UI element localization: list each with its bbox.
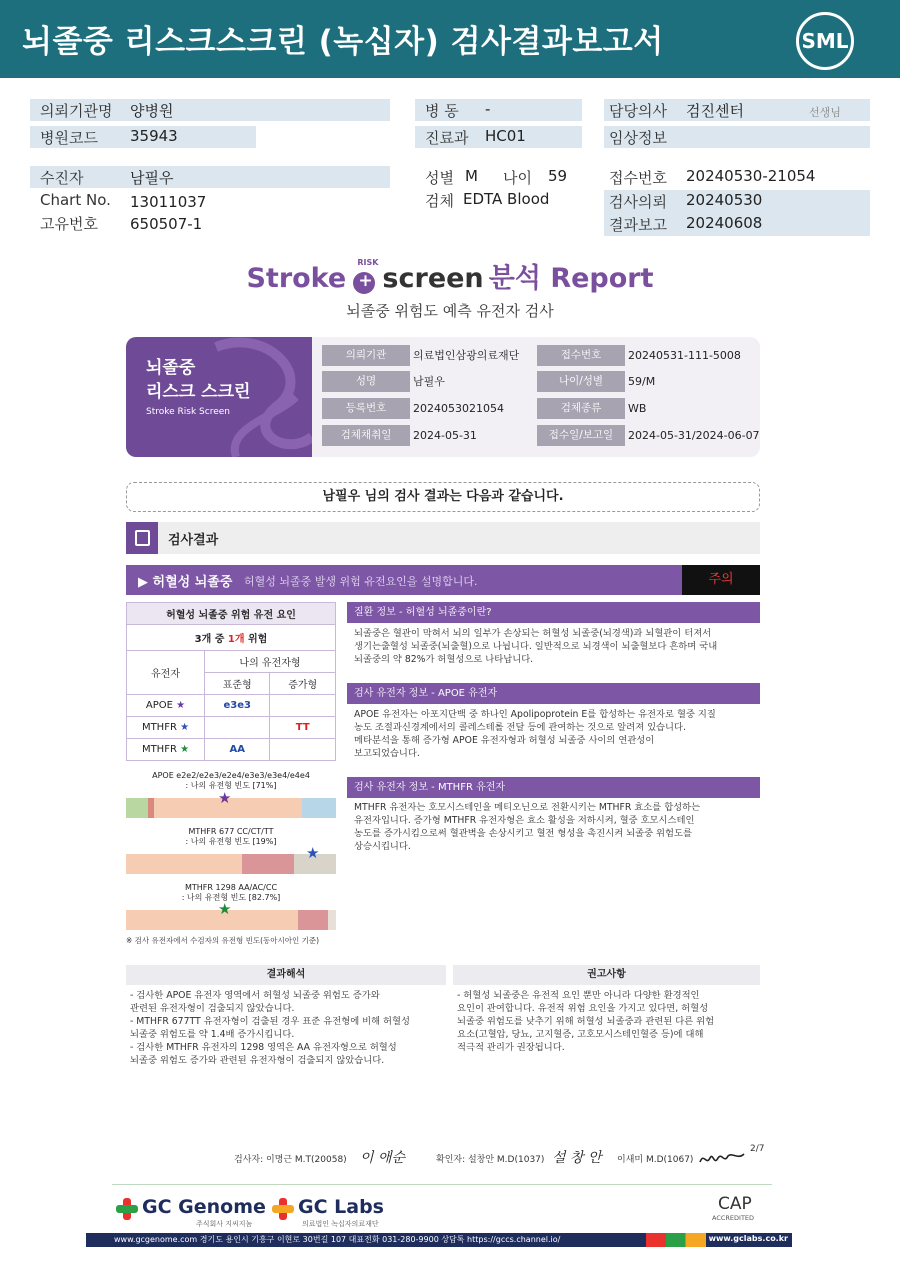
rec-line: 요인이 관여합니다. 유전적 위험 요인을 가지고 있다면, 허혈성 xyxy=(457,1003,709,1014)
disease-info-bar: 질환 정보 - 허혈성 뇌졸중이란? xyxy=(347,602,760,623)
panel-value: 59/M xyxy=(628,375,656,388)
report-title: 뇌졸중 리스크스크린 (녹십자) 검사결과보고서 xyxy=(22,24,664,60)
ward-label: 병 동 xyxy=(425,102,459,120)
doctor-label: 담당의사 xyxy=(609,102,667,120)
sex-age-row xyxy=(415,166,595,188)
panel-label: 접수일/보고일 xyxy=(537,425,625,446)
request-report-rows xyxy=(604,190,870,236)
apoe-info-text xyxy=(354,708,764,760)
ischemic-subtitle: 허혈성 뇌졸중 발생 위험 유전요인을 설명합니다. xyxy=(244,575,478,588)
interp-line: - 검사한 MTHFR 유전자의 1298 영역은 AA 유전자형으로 허혈성 xyxy=(130,1042,397,1053)
gene-column-header: 유전자 xyxy=(127,651,205,695)
interp-line: - MTHFR 677TT 유전자형이 검출된 경우 표준 유전형에 비해 허혈성 xyxy=(130,1016,410,1027)
risk-screen-panel xyxy=(126,337,312,457)
mthfr677-freq-bar xyxy=(126,854,336,874)
interpretation-text xyxy=(130,989,450,1067)
ward-row xyxy=(415,99,582,121)
gc-genome-logo-icon xyxy=(116,1198,138,1220)
uid-value: 650507-1 xyxy=(130,215,203,233)
doctor-row xyxy=(604,99,870,121)
mthfr1298-freq-label xyxy=(126,883,336,903)
interp-line: 관련된 유전자형이 검출되지 않았습니다. xyxy=(130,1003,295,1014)
info-line: 메타분석을 통해 증가형 APOE 유전자형과 허혈성 뇌졸중 사이의 연관성이 xyxy=(354,735,655,746)
table-row xyxy=(127,695,336,717)
receipt-row xyxy=(604,166,870,188)
gene-name: MTHFR xyxy=(141,744,177,755)
sex-label: 성별 xyxy=(425,169,454,187)
hospital-code-row xyxy=(30,126,256,148)
freq-line1: MTHFR 677 CC/CT/TT xyxy=(188,827,274,836)
dept-value: HC01 xyxy=(485,127,526,145)
gene-risk-table xyxy=(126,602,336,761)
freq-line2: : 나의 유전형 빈도 [19%] xyxy=(185,837,277,846)
request-label: 검사의뢰 xyxy=(609,193,667,211)
info-line: 뇌졸중은 혈관이 막혀서 뇌의 일부가 손상되는 허혈성 뇌졸중(뇌경색)과 뇌혈관이 터져서 xyxy=(354,628,712,639)
specimen-label: 검체 xyxy=(425,192,454,210)
gc-labs-logo: GC Labs xyxy=(298,1196,384,1218)
receipt-value: 20240530-21054 xyxy=(686,167,816,185)
hospital-code-value: 35943 xyxy=(130,127,178,145)
info-line: 유전자입니다. 증가형 MTHFR 유전자형은 효소 활성을 저하시켜, 혈중 호모시스테인 xyxy=(354,815,695,826)
brand-plus-icon: + RISK xyxy=(353,272,375,294)
gc-genome-sub: 주식회사 지씨지놈 xyxy=(196,1220,253,1228)
rec-line: - 허혈성 뇌졸중은 유전적 요인 뿐만 아니라 다양한 환경적인 xyxy=(457,990,700,1001)
panel-value: 2024053021054 xyxy=(413,402,504,415)
standard-header: 표준형 xyxy=(205,673,270,695)
rec-line: 요소(고혈압, 당뇨, 고지혈증, 고호모시스테인혈증 등)에 대해 xyxy=(457,1029,704,1040)
request-value: 20240530 xyxy=(686,191,763,209)
doctor-value: 검진센터 xyxy=(686,102,744,120)
hospital-code-label: 병원코드 xyxy=(40,129,98,147)
info-line: 농도 조절과신경계에서의 콜레스테롤 전달 등에 관여하는 것으로 알려져 있습니다. xyxy=(354,722,686,733)
risk-count xyxy=(127,625,336,651)
panel-info-grid xyxy=(312,337,760,457)
apoe-freq-label xyxy=(126,771,336,791)
freq-line1: APOE e2e2/e2e3/e2e4/e3e3/e3e4/e4e4 xyxy=(152,771,310,780)
info-line: 상승시킵니다. xyxy=(354,841,411,852)
mthfr1298-star-icon: ★ xyxy=(218,900,232,918)
sml-logo-text: SML xyxy=(801,29,849,53)
doctor2-name: 이새미 M.D(1067) xyxy=(617,1155,694,1165)
info-line: 보고되었습니다. xyxy=(354,748,420,759)
clinical-label: 임상정보 xyxy=(609,129,667,147)
panel-value: 남필우 xyxy=(413,375,445,388)
panel-value: 2024-05-31 xyxy=(413,429,477,442)
blue-star-icon: ★ xyxy=(180,722,190,733)
rec-line: 적극적 관리가 권장됩니다. xyxy=(457,1042,565,1053)
chart-row xyxy=(30,190,390,212)
institution-label: 의뢰기관명 xyxy=(40,102,113,120)
count-prefix: 3개 중 xyxy=(194,634,225,645)
panel-title-1: 뇌졸중 xyxy=(146,358,196,378)
table-row xyxy=(127,739,336,761)
brand-subtitle: 뇌졸중 위험도 예측 유전자 검사 xyxy=(346,302,554,320)
panel-value: 20240531-111-5008 xyxy=(628,349,741,362)
footer-contact: www.gcgenome.com 경기도 용인시 기흥구 이현로 30번길 107 대표전화 031-280-9900 상담톡 https://gccs.channel.io/ xyxy=(114,1235,561,1244)
mthfr-info-bar: 검사 유전자 정보 - MTHFR 유전자 xyxy=(347,777,760,798)
panel-value: 2024-05-31/2024-06-07 xyxy=(628,429,760,442)
clinical-row xyxy=(604,126,870,148)
panel-label: 등록번호 xyxy=(322,398,410,419)
gc-labs-logo-icon xyxy=(272,1198,294,1220)
standard-genotype: AA xyxy=(205,739,270,761)
mthfr677-star-icon: ★ xyxy=(306,844,320,862)
mthfr-info-text xyxy=(354,801,764,853)
footer-bar xyxy=(86,1233,792,1247)
increased-genotype xyxy=(270,739,336,761)
standard-genotype: e3e3 xyxy=(205,695,270,717)
panel-label: 검체종류 xyxy=(537,398,625,419)
my-genotype-header: 나의 유전자형 xyxy=(205,651,336,673)
freq-line1: MTHFR 1298 AA/AC/CC xyxy=(184,883,278,892)
panel-label: 검체채취일 xyxy=(322,425,410,446)
rec-line: 뇌졸중 위험도를 낮추기 위해 허혈성 뇌졸중과 관련된 다른 위험 xyxy=(457,1016,715,1027)
confirmer-name: 확인자: 설창안 M.D(1037) xyxy=(436,1155,545,1165)
brand-analysis: 분석 Report xyxy=(488,263,654,294)
freq-note: ※ 검사 유전자에서 수검자의 유전형 빈도(동아시아인 기준) xyxy=(126,936,320,945)
table-header: 허혈성 뇌졸중 위험 유전 요인 xyxy=(127,603,336,625)
report-value: 20240608 xyxy=(686,214,763,232)
freq-line2: : 나의 유전형 빈도 [82.7%] xyxy=(181,893,281,902)
cap-sub: ACCREDITED xyxy=(712,1214,755,1222)
gc-labs-sub: 의료법인 녹십자의료재단 xyxy=(302,1220,379,1228)
specimen-row xyxy=(415,189,595,211)
panel-title-3: Stroke Risk Screen xyxy=(146,407,230,417)
table-row xyxy=(127,717,336,739)
footer-color-stripe xyxy=(646,1233,706,1247)
apoe-star-icon: ★ xyxy=(218,789,232,807)
tester-signature: 이 애순 xyxy=(360,1150,406,1166)
panel-label: 나이/성별 xyxy=(537,371,625,392)
panel-label: 의뢰기관 xyxy=(322,345,410,366)
patient-row xyxy=(30,166,390,188)
institution-value: 양병원 xyxy=(130,102,174,120)
footer-divider xyxy=(112,1184,772,1185)
green-star-icon: ★ xyxy=(180,744,190,755)
info-line: 농도를 증가시킴으로써 혈관벽을 손상시키고 혈전 형성을 촉진시켜 뇌졸중 위험도를 xyxy=(354,828,692,839)
gc-genome-logo: GC Genome xyxy=(142,1196,266,1218)
brand-stroke: Stroke xyxy=(246,263,347,294)
panel-label: 성명 xyxy=(322,371,410,392)
institution-row xyxy=(30,99,390,121)
info-line: MTHFR 유전자는 호모시스테인을 메티오닌으로 전환시키는 MTHFR 효소를 합성하는 xyxy=(354,802,701,813)
age-label: 나이 xyxy=(503,169,532,187)
section-title: 검사결과 xyxy=(168,533,219,548)
footer-website: www.gclabs.co.kr xyxy=(708,1234,788,1243)
increased-header: 증가형 xyxy=(270,673,336,695)
mthfr677-freq-label xyxy=(126,827,336,847)
panel-title-2: 리스크 스크린 xyxy=(146,382,251,402)
uid-row xyxy=(30,212,390,234)
sml-logo xyxy=(796,12,854,70)
panel-value: 의료법인삼광의료재단 xyxy=(413,349,520,362)
recommendation-text xyxy=(457,989,762,1054)
recommendation-header: 권고사항 xyxy=(453,965,760,985)
patient-value: 남필우 xyxy=(130,169,174,187)
disease-info-text xyxy=(354,627,764,666)
doctor2-signature xyxy=(698,1150,746,1168)
tester-name: 검사자: 이명근 M.T(20058) xyxy=(234,1155,347,1165)
gene-name: MTHFR xyxy=(141,722,177,733)
info-line: APOE 유전자는 아포지단백 중 하나인 Apolipoprotein E를 합성하는 유전자로 혈중 지질 xyxy=(354,709,716,720)
doctor-suffix: 선생님 xyxy=(809,106,841,119)
ward-value: - xyxy=(485,100,491,118)
sex-value: M xyxy=(465,167,478,185)
freq-line2: : 나의 유전형 빈도 [71%] xyxy=(185,781,277,790)
status-badge: 주의 xyxy=(682,565,760,595)
count-number: 1개 xyxy=(227,634,245,645)
section-results-bar xyxy=(126,522,760,554)
report-label: 결과보고 xyxy=(609,216,667,234)
dept-label: 진료과 xyxy=(425,129,469,147)
uid-label: 고유번호 xyxy=(40,215,98,233)
gene-name: APOE xyxy=(145,700,173,711)
ischemic-stroke-bar xyxy=(126,565,682,595)
interp-line: 뇌졸중 위험도 증가와 관련된 유전자형이 검출되지 않았습니다. xyxy=(130,1055,385,1066)
report-header xyxy=(0,0,900,78)
info-line: 생기는출혈성 뇌졸중(뇌출혈)으로 나뉩니다. 일반적으로 뇌경색이 뇌출혈보다 흔하며 국내 xyxy=(354,641,718,652)
panel-label: 접수번호 xyxy=(537,345,625,366)
greeting-banner: 남필우 님의 검사 결과는 다음과 같습니다. xyxy=(126,482,760,512)
purple-star-icon: ★ xyxy=(176,700,186,711)
brand-screen: screen xyxy=(382,263,484,294)
age-value: 59 xyxy=(548,167,568,185)
folder-icon xyxy=(126,522,158,554)
interp-line: 뇌졸중 위험도를 약 1.4배 증가시킵니다. xyxy=(130,1029,295,1040)
apoe-info-bar: 검사 유전자 정보 - APOE 유전자 xyxy=(347,683,760,704)
chart-value: 13011037 xyxy=(130,193,207,211)
confirmer-signature: 설 창 안 xyxy=(552,1150,602,1166)
standard-genotype xyxy=(205,717,270,739)
stroke-screen-brand xyxy=(0,256,900,295)
page-number: 2/7 xyxy=(750,1144,765,1154)
interpretation-header: 결과해석 xyxy=(126,965,446,985)
specimen-value: EDTA Blood xyxy=(463,190,550,208)
receipt-label: 접수번호 xyxy=(609,169,667,187)
interp-line: - 검사한 APOE 유전자 영역에서 허혈성 뇌졸중 위험도 증가와 xyxy=(130,990,380,1001)
cap-logo: CAP xyxy=(718,1194,752,1214)
patient-label: 수진자 xyxy=(40,169,84,187)
ischemic-title: ▶ 허혈성 뇌졸중 xyxy=(138,575,233,590)
count-suffix: 위험 xyxy=(248,634,268,645)
dept-row xyxy=(415,126,582,148)
info-line: 뇌졸중의 약 82%가 허혈성으로 나타납니다. xyxy=(354,654,534,665)
chart-label: Chart No. xyxy=(40,191,111,209)
brand-risk: RISK xyxy=(357,257,379,267)
increased-genotype xyxy=(270,695,336,717)
increased-genotype: TT xyxy=(270,717,336,739)
panel-value: WB xyxy=(628,402,647,415)
